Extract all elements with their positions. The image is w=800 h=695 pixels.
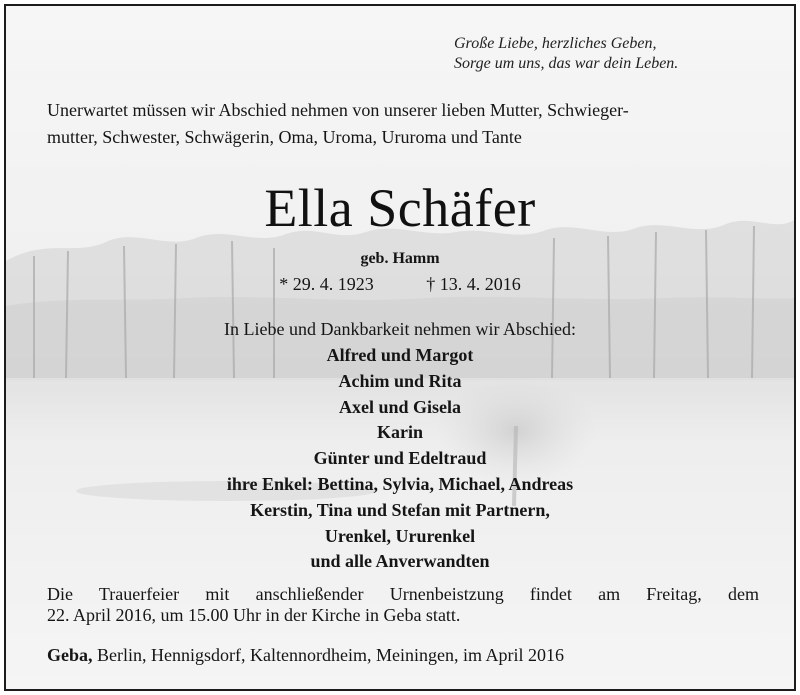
maiden-name: geb. Hamm [360,250,440,267]
funeral-line-2: 22. April 2016, um 15.00 Uhr in der Kirche in Geba statt. [47,605,461,625]
farewell-line: In Liebe und Dankbarkeit nehmen wir Abschied: [224,319,576,339]
mourner-line: Günter und Edeltraud [313,448,487,469]
motto-line-2: Sorge um uns, das war dein Leben. [454,55,679,72]
intro-text [47,97,759,151]
place-town: Geba, [47,645,93,665]
mourner-line: Karin [376,422,423,443]
place-rest: Berlin, Hennigsdorf, Kaltennordheim, Meiningen, im April 2016 [92,645,564,665]
mourner-line: Kerstin, Tina und Stefan mit Partnern, [250,499,550,520]
mourner-line: ihre Enkel: Bettina, Sylvia, Michael, Andreas [226,473,574,494]
mourner-line: Achim und Rita [338,370,462,391]
mourner-line: Urenkel, Ururenkel [324,525,476,546]
mourner-line: Axel und Gisela [338,396,462,417]
obituary-notice [4,4,796,691]
mourners-list [6,343,794,575]
birth-date: * 29. 4. 1923 [279,274,374,294]
intro-line-1: Unerwartet müssen wir Abschied nehmen von unserer lieben Mutter, Schwieger- [47,100,629,120]
funeral-info [47,584,759,626]
life-dates [6,272,794,296]
death-date: † 13. 4. 2016 [426,274,521,294]
intro-line-2: mutter, Schwester, Schwägerin, Oma, Uroma, Ururoma und Tante [47,127,522,147]
motto-verse [454,34,754,74]
mourner-line: Alfred und Margot [326,345,474,365]
deceased-name: Ella Schäfer [264,178,536,238]
place-and-date [47,643,759,667]
motto-line-1: Große Liebe, herzliches Geben, [454,35,657,52]
funeral-line-1: Die Trauerfeier mit anschließender Urnenbeistzung findet am Freitag, dem [47,584,759,604]
mourner-line: und alle Anverwandten [310,551,490,572]
